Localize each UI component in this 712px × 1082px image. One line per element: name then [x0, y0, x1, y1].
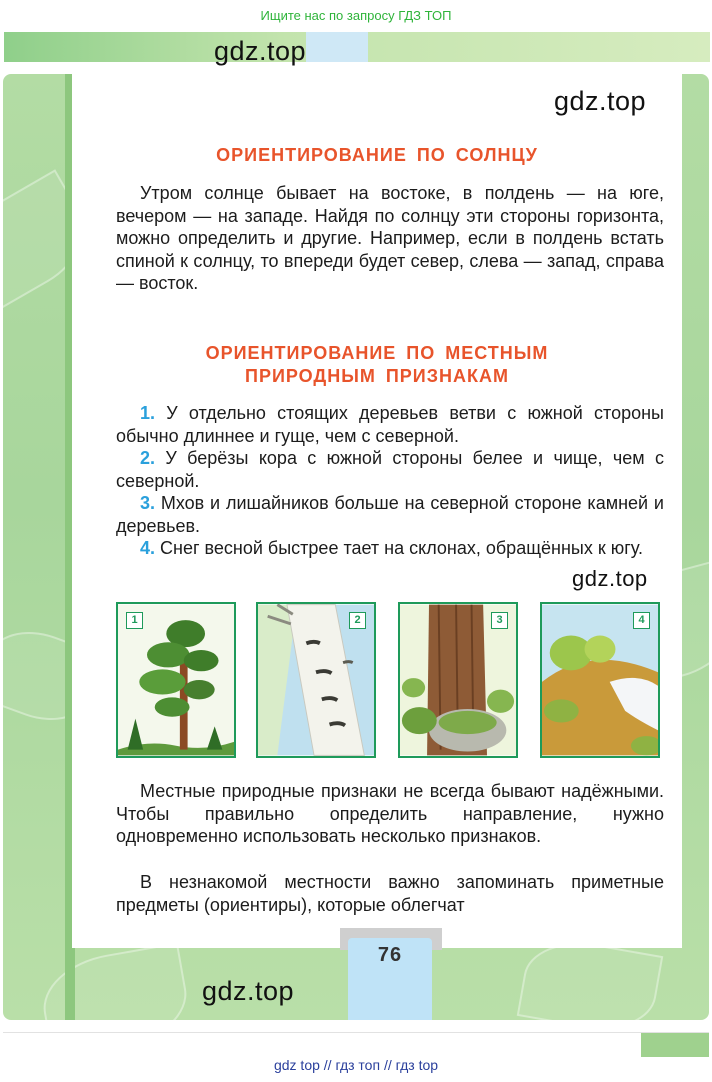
leaf-decoration	[36, 942, 194, 1020]
section-heading-sun: ОРИЕНТИРОВАНИЕ ПО СОЛНЦУ	[216, 145, 538, 165]
item-number: 2.	[140, 448, 156, 468]
figure-snowy-slope	[540, 602, 660, 758]
figure-pine-tree	[116, 602, 236, 758]
figure-number-badge: 4	[633, 612, 650, 629]
list-item: 4. Снег весной быстрее тает на склонах, обращённых к югу.	[140, 538, 643, 558]
figure-number-badge: 3	[491, 612, 508, 629]
watermark: gdz.top	[554, 86, 647, 116]
footer-links	[0, 1054, 712, 1076]
footer-link[interactable]: gdz top	[273, 1057, 320, 1073]
footer-link[interactable]: гдз top	[395, 1057, 439, 1073]
paragraph-closing-2: В незнакомой местности важно запоминать приметные предметы (ориентиры), которые облегчат	[116, 872, 664, 915]
page-number: 76	[377, 944, 403, 966]
item-number: 4.	[140, 538, 156, 558]
watermark: gdz.top	[214, 36, 307, 66]
figure-number-badge: 2	[349, 612, 366, 629]
footer-separator: //	[383, 1057, 392, 1073]
search-banner[interactable]: Ищите нас по запросу ГДЗ ТОП	[260, 8, 452, 23]
section-heading-natural-signs-line1: ОРИЕНТИРОВАНИЕ ПО МЕСТНЫМ	[205, 343, 549, 363]
paragraph-sun: Утром солнце бывает на востоке, в полдень — на юге, вечером — на западе. Найдя по солнцу эти стороны горизонта, можно определить и другие. Например, если в полдень встать спиной к солнцу, то впереди будет север, слева — запад, справа — восток.	[116, 183, 664, 294]
section-heading-natural-signs-line2: ПРИРОДНЫМ ПРИЗНАКАМ	[245, 366, 509, 386]
watermark: gdz.top	[572, 566, 648, 591]
footer-link[interactable]: гдз топ	[335, 1057, 381, 1073]
figure-mossy-trunk	[398, 602, 518, 758]
watermark: gdz.top	[202, 976, 295, 1006]
item-number: 3.	[140, 493, 156, 513]
paragraph-closing-1: Местные природные признаки не всегда бывают надёжными. Чтобы правильно определить направление, нужно одновременно использовать несколько признаков.	[116, 781, 664, 847]
previous-page-edge	[4, 32, 710, 62]
item-number: 1.	[140, 403, 156, 423]
figure-number-badge: 1	[126, 612, 143, 629]
list-item: 2. У берёзы кора с южной стороны белее и чище, чем с северной.	[116, 448, 664, 491]
list-item: 3. Мхов и лишайников больше на северной стороне камней и деревьев.	[116, 493, 664, 536]
list-item: 1. У отдельно стоящих деревьев ветви с южной стороны обычно длиннее и гуще, чем с северной.	[116, 403, 664, 446]
previous-page-tab	[306, 32, 368, 62]
figure-birch-trunk	[256, 602, 376, 758]
footer-separator: //	[323, 1057, 332, 1073]
